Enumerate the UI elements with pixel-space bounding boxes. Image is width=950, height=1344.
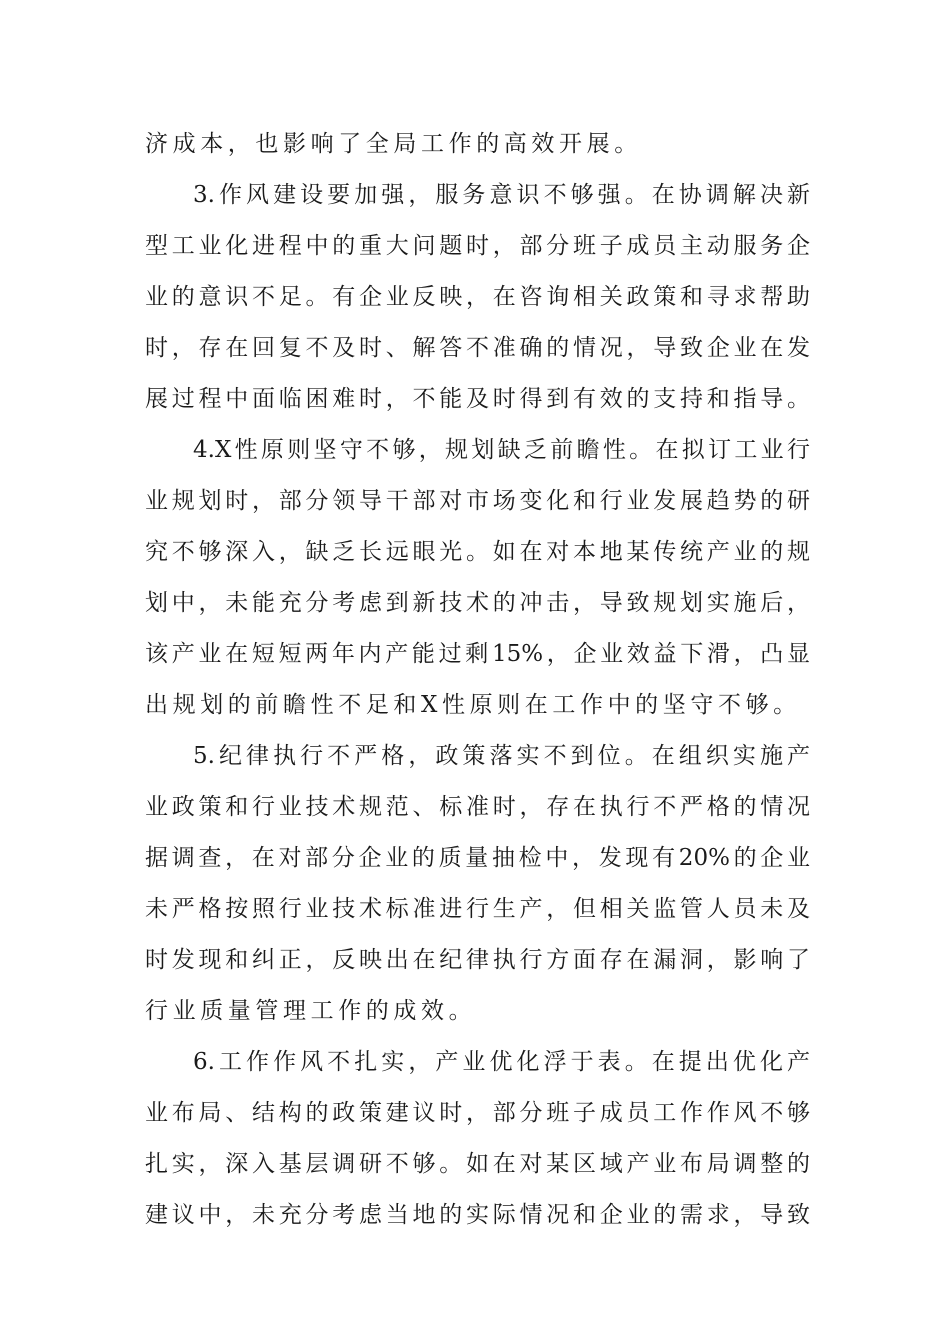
text-line: 3.作风建设要加强，服务意识不够强。在协调解决新 xyxy=(193,182,810,208)
text-line: 业规划时，部分领导干部对市场变化和行业发展趋势的研 xyxy=(145,488,810,514)
text-line: 扎实，深入基层调研不够。如在对某区域产业布局调整的 xyxy=(145,1151,810,1177)
text-line: 建议中，未充分考虑当地的实际情况和企业的需求，导致 xyxy=(145,1202,810,1228)
text-line: 行业质量管理工作的成效。 xyxy=(145,998,477,1024)
text-line: 划中，未能充分考虑到新技术的冲击，导致规划实施后， xyxy=(145,590,810,616)
text-line: 5.纪律执行不严格，政策落实不到位。在组织实施产 xyxy=(193,743,810,769)
text-line: 业布局、结构的政策建议时，部分班子成员工作作风不够 xyxy=(145,1100,810,1126)
text-line: 业的意识不足。有企业反映，在咨询相关政策和寻求帮助 xyxy=(145,284,810,310)
text-line: 究不够深入，缺乏长远眼光。如在对本地某传统产业的规 xyxy=(145,539,810,565)
text-line: 时，存在回复不及时、解答不准确的情况，导致企业在发 xyxy=(145,335,810,361)
text-line: 济成本，也影响了全局工作的高效开展。 xyxy=(145,131,642,157)
text-line: 该产业在短短两年内产能过剩15%，企业效益下滑，凸显 xyxy=(145,641,810,667)
text-line: 展过程中面临困难时，不能及时得到有效的支持和指导。 xyxy=(145,386,810,412)
text-line: 业政策和行业技术规范、标准时，存在执行不严格的情况 xyxy=(145,794,810,820)
text-line: 型工业化进程中的重大问题时，部分班子成员主动服务企 xyxy=(145,233,810,259)
text-line: 据调查，在对部分企业的质量抽检中，发现有20%的企业 xyxy=(145,845,810,871)
text-line: 未严格按照行业技术标准进行生产，但相关监管人员未及 xyxy=(145,896,810,922)
text-line: 出规划的前瞻性不足和X性原则在工作中的坚守不够。 xyxy=(145,692,801,718)
text-line: 时发现和纠正，反映出在纪律执行方面存在漏洞，影响了 xyxy=(145,947,810,973)
text-line: 6.工作作风不扎实，产业优化浮于表。在提出优化产 xyxy=(193,1049,810,1075)
text-line: 4.X性原则坚守不够，规划缺乏前瞻性。在拟订工业行 xyxy=(193,437,810,463)
